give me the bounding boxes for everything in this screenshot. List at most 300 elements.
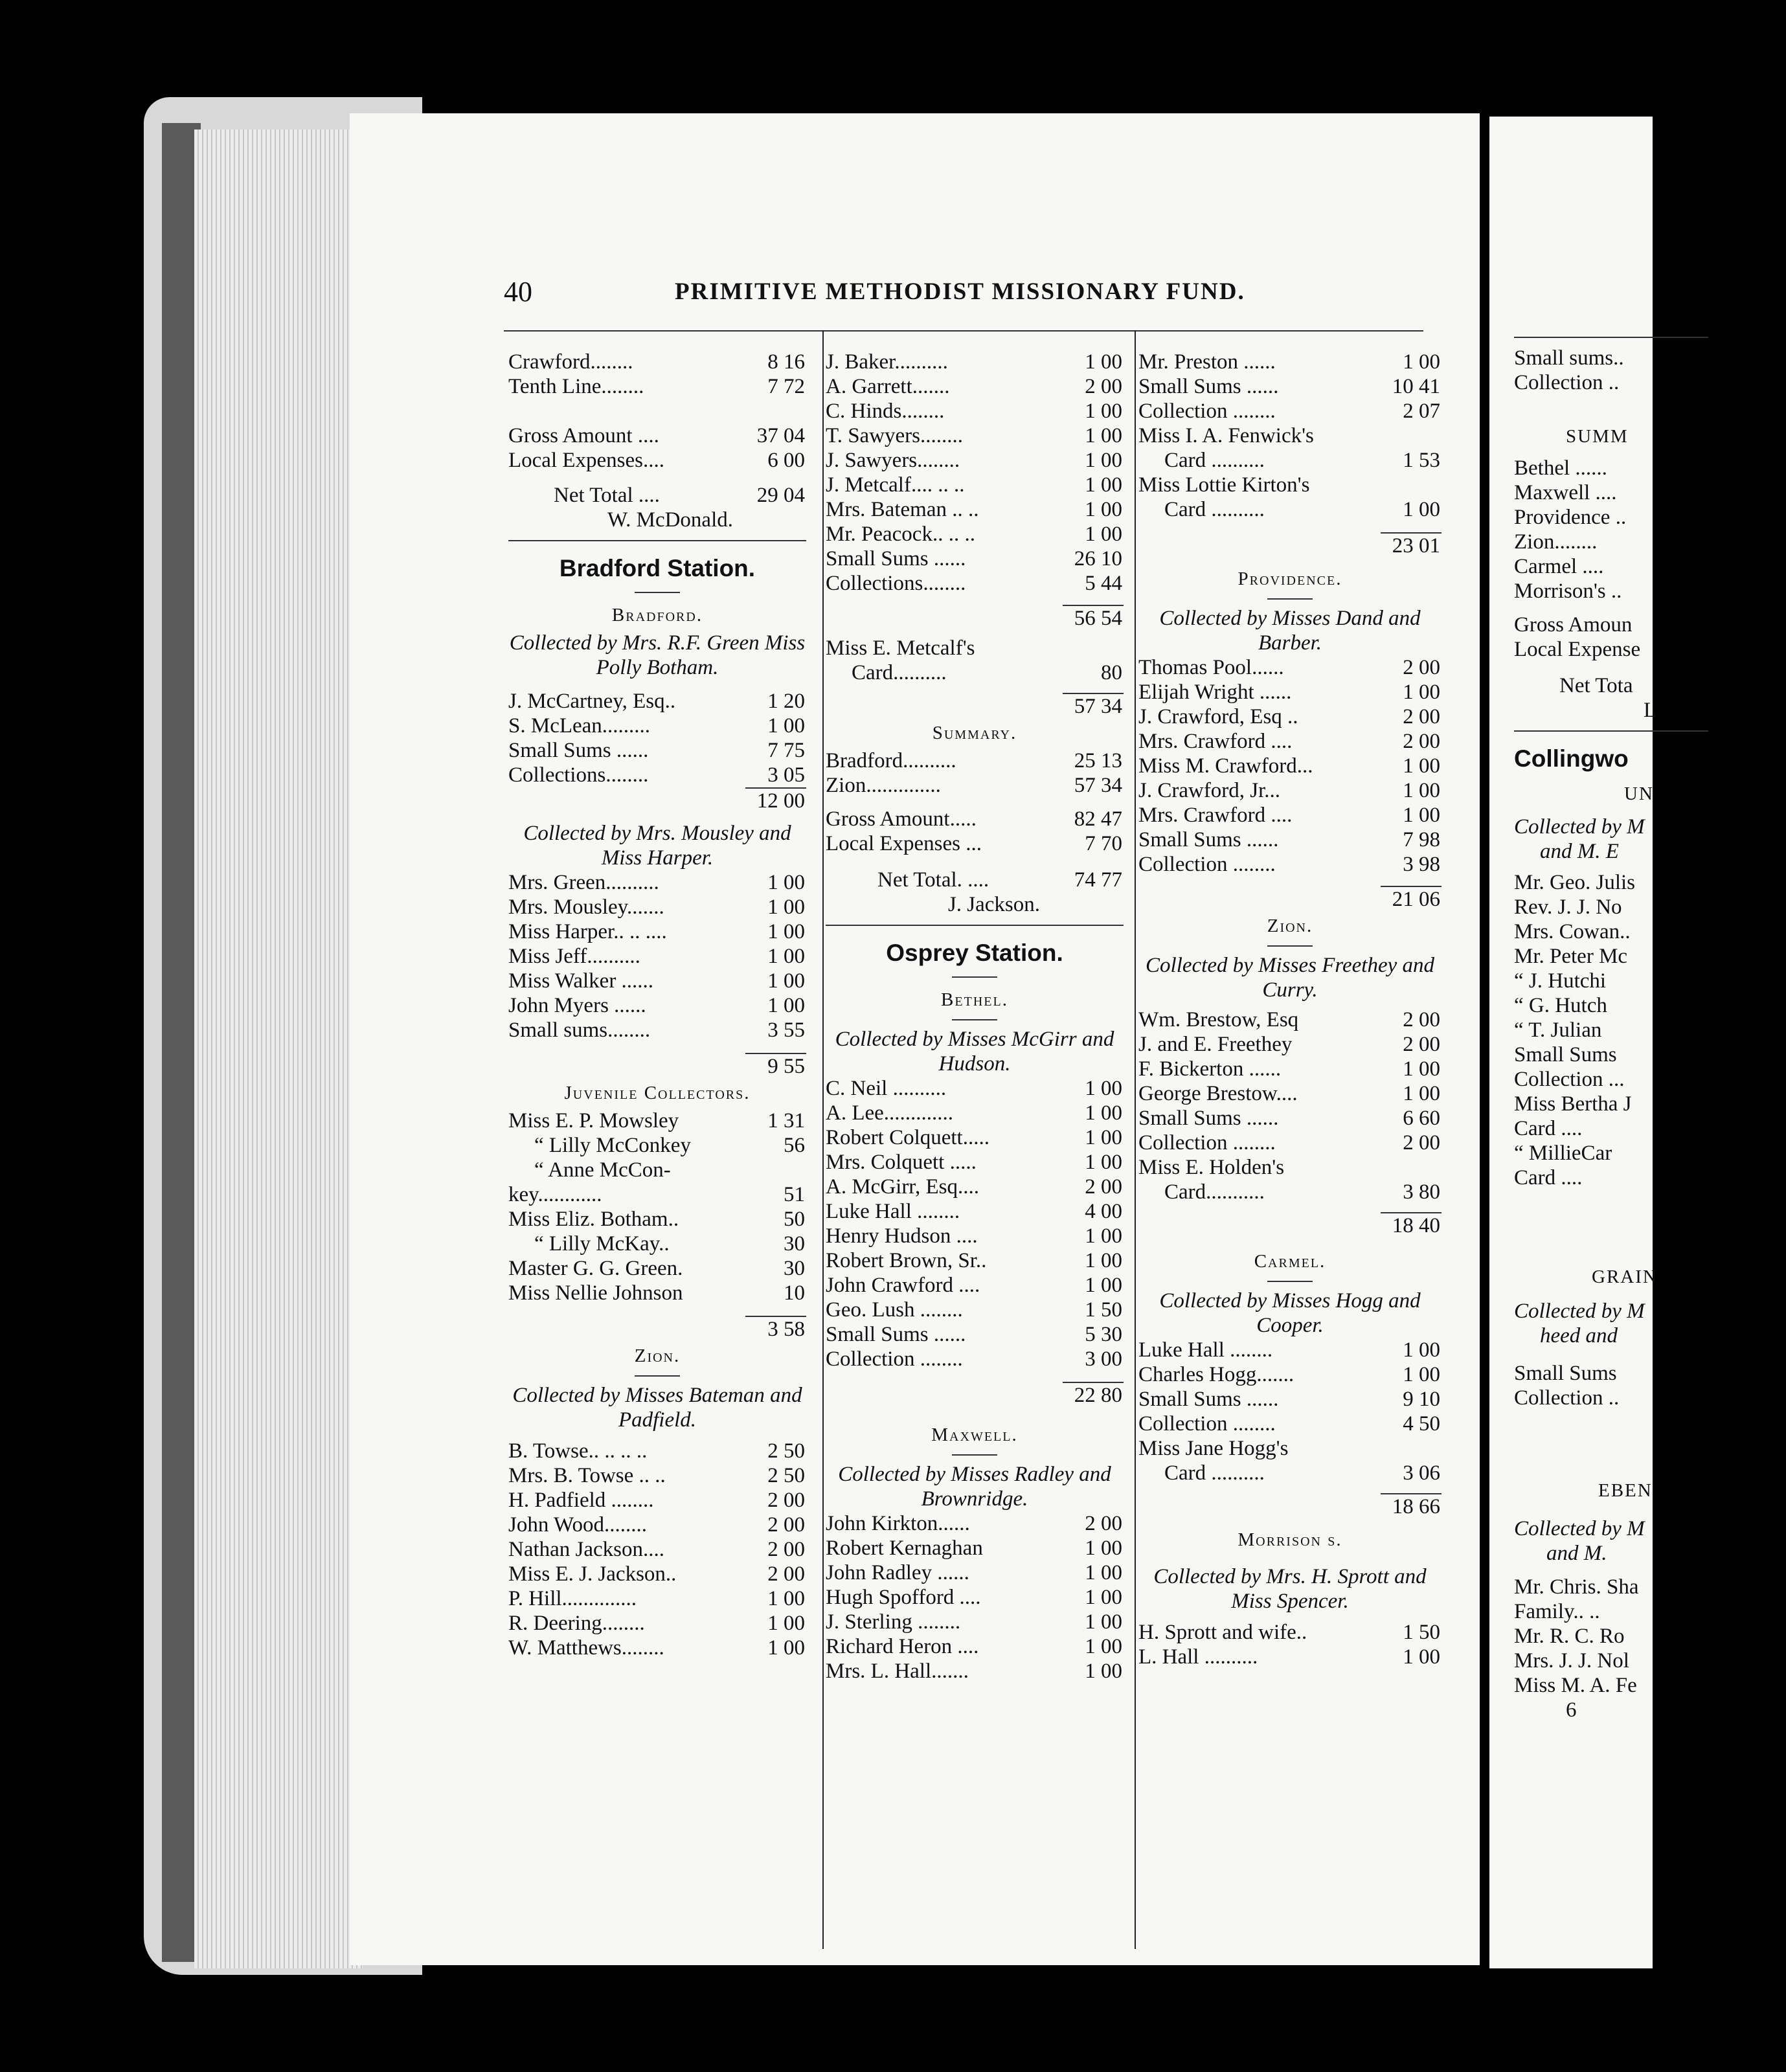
ledger-row-label: Tenth Line........ (508, 375, 644, 398)
ledger-row-label: Collection ........ (1138, 853, 1276, 876)
ledger-row (508, 1182, 806, 1207)
ledger-row-amount: 2 00 (1085, 1175, 1122, 1199)
ledger-row-amount: 2 00 (1403, 1033, 1440, 1056)
ledger-row (508, 1133, 806, 1158)
zion-rows (1138, 1008, 1441, 1204)
ledger-row-label: Collections........ (826, 572, 966, 595)
running-head (504, 275, 1274, 314)
ledger-row-label: J. Sterling ........ (826, 1610, 961, 1634)
ledger-row (826, 749, 1124, 773)
ledger-row-amount: 1 31 (767, 1109, 805, 1132)
collectors-note: Collected by Mrs. H. Sprott and Miss Spencer. (1153, 1565, 1427, 1613)
ledger-row (1138, 704, 1441, 729)
ledger-row-amount: 5 44 (1085, 572, 1122, 595)
ledger-row (1138, 1620, 1441, 1645)
ledger-row-label: John Wood........ (508, 1513, 648, 1537)
ledger-row-label: Miss Nellie Johnson (508, 1281, 683, 1305)
ledger-row (1138, 473, 1441, 497)
ledger-row (508, 1158, 806, 1182)
ledger-row (508, 714, 806, 738)
ledger-row-amount: 1 00 (1085, 1635, 1122, 1658)
ledger-row-amount: 2 50 (767, 1464, 805, 1487)
ledger-row-label: “ T. Julian (1514, 1019, 1602, 1042)
ledger-row-label: Mr. R. C. Ro (1514, 1625, 1625, 1648)
ledger-row-amount: 1 00 (1403, 350, 1440, 374)
ledger-row-label: Mr. Geo. Julis (1514, 871, 1636, 894)
ledger-row-amount: 56 (784, 1134, 805, 1157)
ledger-row (826, 1347, 1124, 1371)
ledger-row-amount: 3 06 (1403, 1461, 1440, 1485)
section-heading: GRAIN (1592, 1267, 1658, 1287)
ledger-row (508, 870, 806, 895)
ledger-row-label: Miss E. P. Mowsley (508, 1109, 679, 1132)
ledger-row-amount: 1 00 (1085, 1249, 1122, 1272)
ledger-row-label: Carmel .... (1514, 555, 1604, 578)
ledger-row-label: Zion.............. (826, 774, 941, 797)
ledger-row-label: Robert Kernaghan (826, 1537, 983, 1560)
ledger-row (1514, 919, 1786, 944)
ledger-row-amount: 1 00 (767, 945, 805, 968)
ledger-row-label: Charles Hogg....... (1138, 1363, 1294, 1386)
ledger-row-label: Thomas Pool...... (1138, 656, 1284, 679)
ledger-row-label: Henry Hudson .... (826, 1224, 978, 1248)
collectors-note: Collected by Misses McGirr and Hudson. (835, 1028, 1114, 1075)
ledger-row-label: Small sums.. (1514, 346, 1624, 370)
ledger-row (1514, 370, 1786, 395)
net-total-row: Net Tota (1559, 674, 1633, 697)
ledger-row-label: Small Sums ...... (826, 1323, 966, 1346)
ledger-row-label: John Radley ...... (826, 1561, 969, 1584)
ledger-row-amount: 2 50 (767, 1439, 805, 1463)
ledger-row (1138, 497, 1441, 522)
ledger-row (508, 763, 806, 787)
ledger-row (508, 1232, 806, 1256)
ledger-row-amount: 30 (784, 1257, 805, 1280)
ledger-row-amount: 10 41 (1392, 375, 1440, 398)
collectors-note: Collected by M (1514, 1300, 1645, 1323)
ledger-row-amount: 3 80 (1403, 1180, 1440, 1204)
subtotal-row: 12 00 (508, 787, 806, 812)
section-rule (826, 925, 1124, 926)
page-number: 40 (504, 276, 532, 308)
ledger-row (508, 689, 806, 714)
ledger-row-label: “ Lilly McKay.. (534, 1232, 670, 1256)
ledger-row (1514, 1141, 1786, 1166)
ledger-row-amount: 1 00 (1403, 1057, 1440, 1081)
col2-top-rows (826, 350, 1124, 596)
collectors-note: and M. E (1540, 840, 1619, 863)
ledger-row-label: Richard Heron .... (826, 1635, 979, 1658)
ledger-row (1514, 1599, 1786, 1624)
ledger-row-amount: 4 50 (1403, 1412, 1440, 1436)
ledger-row-label: Mrs. Crawford .... (1138, 804, 1293, 827)
collectors-note: Collected by Misses Dand and Barber. (1159, 607, 1421, 655)
book-page-stack (194, 130, 363, 1968)
ledger-row-amount: 30 (784, 1232, 805, 1256)
ledger-row-label: Mrs. Cowan.. (1514, 920, 1631, 943)
ledger-row (508, 1207, 806, 1232)
ledger-row (1514, 456, 1786, 480)
ledger-row-amount: 1 00 (1403, 1645, 1440, 1669)
section-heading: EBEN (1598, 1480, 1653, 1501)
ledger-row-label: Providence .. (1514, 506, 1627, 529)
ledger-row (826, 1101, 1124, 1125)
collectors-note: heed and (1540, 1324, 1618, 1347)
ledger-row-amount: 1 00 (1403, 1363, 1440, 1386)
ledger-row (826, 1076, 1124, 1101)
section-heading: Zion. (634, 1346, 681, 1366)
ledger-row-amount: 1 00 (1085, 523, 1122, 546)
ledger-row (1138, 1106, 1441, 1131)
ledger-row-label: Mrs. L. Hall....... (826, 1660, 969, 1683)
ledger-row (1514, 1092, 1786, 1116)
bethel-rows (826, 1076, 1124, 1371)
ledger-row-label: Miss Eliz. Botham.. (508, 1208, 679, 1231)
ledger-row (508, 1611, 806, 1636)
ledger-row (508, 1439, 806, 1463)
zion-rows (508, 1439, 806, 1660)
ledger-row-label: R. Deering........ (508, 1612, 645, 1635)
header-rule (1514, 337, 1708, 338)
section-heading: Summary. (932, 723, 1017, 743)
collectors-note: Collected by Misses Radley and Brownridge. (838, 1463, 1111, 1511)
local-expenses-row: Local Expenses ... 7 70 (826, 832, 1122, 855)
signature: W. McDonald. (607, 508, 733, 532)
subtotal-row: 3 58 (508, 1316, 806, 1340)
ledger-row-amount: 1 00 (767, 994, 805, 1017)
ledger-row (1514, 993, 1786, 1018)
ledger-row-amount: 1 00 (1085, 1610, 1122, 1634)
ledger-row-label: Miss E. Holden's (1138, 1156, 1285, 1179)
ledger-row-label: Collection .. (1514, 1386, 1620, 1410)
ledger-row-label: Luke Hall ........ (1138, 1338, 1273, 1362)
ledger-row (1138, 448, 1441, 473)
collectors-note: Collected by Mrs. R.F. Green Miss Polly Botham. (509, 631, 806, 679)
ledger-row (508, 1256, 806, 1281)
ledger-row-label: Nathan Jackson.... (508, 1538, 665, 1561)
ledger-row (1514, 1575, 1786, 1599)
ledger-row-label: George Brestow.... (1138, 1082, 1298, 1105)
ledger-row (826, 1150, 1124, 1175)
ledger-row-label: Small Sums ...... (1138, 1388, 1279, 1411)
ledger-row (826, 1659, 1124, 1684)
ledger-row-amount: 1 00 (1085, 1537, 1122, 1560)
collectors-note: Collected by M (1514, 815, 1645, 839)
ledger-row-label: Rev. J. J. No (1514, 895, 1622, 919)
ledger-row-label: Master G. G. Green. (508, 1257, 683, 1280)
p2-mid-rows (1514, 870, 1786, 1190)
ledger-row (1138, 1338, 1441, 1362)
ledger-row (508, 350, 806, 374)
ledger-row-amount: 2 00 (1403, 730, 1440, 753)
gross-amount-row: Gross Amoun (1514, 613, 1633, 636)
ledger-row-label: Collection ........ (826, 1347, 963, 1371)
ledger-row-amount: 3 00 (1085, 1347, 1122, 1371)
ledger-row-label: Small Sums ...... (1138, 828, 1279, 851)
ledger-row-label: Miss I. A. Fenwick's (1138, 424, 1314, 447)
ledger-row-label: Mr. Peacock.. .. .. (826, 523, 975, 546)
ledger-row (1514, 1042, 1786, 1067)
ledger-row (826, 473, 1124, 497)
ledger-row (508, 1537, 806, 1562)
ledger-row (508, 895, 806, 919)
ledger-row-label: Miss M. Crawford... (1138, 754, 1313, 778)
ledger-row (826, 399, 1124, 423)
ledger-row (1514, 579, 1786, 603)
ledger-row-label: P. Hill.............. (508, 1587, 637, 1610)
ledger-row-label: Card .... (1514, 1117, 1583, 1140)
ledger-row-label: A. Garrett....... (826, 375, 950, 398)
ledger-row (826, 1634, 1124, 1659)
ledger-row-label: Small Sums ...... (508, 739, 649, 762)
ledger-row (826, 1610, 1124, 1634)
subtotal-row: 18 40 (1138, 1212, 1441, 1237)
ledger-row (1514, 505, 1786, 530)
ledger-row-amount: 1 00 (1085, 1151, 1122, 1174)
ledger-row-label: Miss E. J. Jackson.. (508, 1562, 677, 1586)
ledger-row (508, 1562, 806, 1586)
ledger-row-label: Small sums........ (508, 1019, 651, 1042)
ledger-row (1138, 1180, 1441, 1204)
ledger-row-amount: 1 00 (1085, 1561, 1122, 1584)
ledger-row-label: J. McCartney, Esq.. (508, 690, 676, 713)
ledger-row (508, 1513, 806, 1537)
collectors-note: Collected by M (1514, 1517, 1645, 1540)
ledger-row-amount: 1 00 (1085, 1586, 1122, 1609)
ledger-row (826, 1224, 1124, 1248)
ledger-row-label: Small Sums ...... (1138, 1107, 1279, 1130)
ledger-row (1514, 480, 1786, 505)
ledger-row (1138, 1362, 1441, 1387)
ledger-row (1138, 778, 1441, 803)
ledger-row-amount: 1 00 (1085, 473, 1122, 497)
collectors-note: Collected by Misses Freethey and Curry. (1146, 954, 1434, 1002)
ledger-row-amount: 1 00 (1403, 804, 1440, 827)
ledger-row (1138, 1436, 1441, 1461)
local-expenses-row: Local Expense (1514, 638, 1641, 661)
ledger-row-label: Robert Colquett..... (826, 1126, 989, 1149)
ledger-row-label: Collections........ (508, 763, 649, 787)
ledger-row-label: Morrison's .. (1514, 580, 1622, 603)
ledger-row-label: Collection .. (1514, 371, 1620, 394)
ledger-row (1138, 655, 1441, 680)
ledger-row-label: Small Sums (1514, 1362, 1617, 1385)
ledger-row-amount: 1 50 (1403, 1621, 1440, 1644)
subtotal-row: 22 80 (826, 1382, 1124, 1406)
ledger-row-label: “ Lilly McConkey (534, 1134, 691, 1157)
ledger-row (1138, 1032, 1441, 1057)
ledger-row-label: Bradford.......... (826, 749, 956, 772)
subtotal-row: 23 01 (1138, 532, 1441, 557)
column-1 (508, 350, 806, 1660)
ledger-row (508, 969, 806, 993)
ledger-row-label: J. Sawyers........ (826, 449, 960, 472)
ledger-row-amount: 1 00 (1085, 1274, 1122, 1297)
section-heading: Bethel. (941, 989, 1008, 1010)
mousley-rows (508, 870, 806, 1042)
page-title: PRIMITIVE METHODIST MISSIONARY FUND. (675, 278, 1245, 305)
ledger-row (826, 1248, 1124, 1273)
ledger-row-amount: 26 10 (1074, 547, 1122, 570)
ledger-row-label: Family.. .. (1514, 1600, 1600, 1623)
ledger-row (1138, 1131, 1441, 1155)
ledger-row (1514, 1116, 1786, 1141)
ledger-row-label: Bethel ...... (1514, 456, 1607, 480)
section-heading: Bradford. (611, 605, 703, 625)
ledger-row-amount: 1 00 (1085, 1224, 1122, 1248)
ledger-row (508, 1636, 806, 1660)
station-title: Osprey Station. (886, 940, 1063, 966)
ledger-row (1514, 554, 1786, 579)
ledger-row-label: J. Baker.......... (826, 350, 948, 374)
ledger-row-label: Card........... (1164, 1180, 1265, 1204)
ledger-row (826, 1322, 1124, 1347)
ledger-row-label: Mrs. B. Towse .. .. (508, 1464, 666, 1487)
ledger-row (826, 1560, 1124, 1585)
ledger-row-amount: 1 00 (767, 1612, 805, 1635)
ledger-row-amount: 7 75 (767, 739, 805, 762)
ledger-row (1138, 374, 1441, 399)
carmel-rows (1138, 1338, 1441, 1485)
ledger-row (1514, 1649, 1786, 1673)
ledger-row (508, 1018, 806, 1042)
card-row: Miss E. Metcalf's (826, 636, 975, 660)
ledger-row (826, 773, 1124, 798)
ledger-row (826, 374, 1124, 399)
ledger-row-label: J. and E. Freethey (1138, 1033, 1293, 1056)
ledger-row-label: W. Matthews........ (508, 1636, 664, 1660)
ledger-row (1138, 1081, 1441, 1106)
ledger-row-amount: 57 34 (1074, 774, 1122, 797)
ledger-row-label: Mr. Preston ...... (1138, 350, 1276, 374)
ledger-row-label: Mrs. Crawford .... (1138, 730, 1293, 753)
ledger-row-amount: 8 16 (767, 350, 805, 374)
ledger-row (508, 1586, 806, 1611)
station-title: Bradford Station. (559, 555, 756, 581)
ledger-row-label: Card .......... (1164, 498, 1265, 521)
ledger-row-amount: 1 00 (1403, 498, 1440, 521)
ledger-row-amount: 1 20 (767, 690, 805, 713)
ledger-row-label: Card .......... (1164, 449, 1265, 472)
ledger-row (826, 1125, 1124, 1150)
ledger-row-label: John Crawford .... (826, 1274, 980, 1297)
column-divider (822, 330, 824, 1949)
ledger-row (826, 448, 1124, 473)
ledger-row (826, 1273, 1124, 1298)
ledger-row (1514, 1673, 1786, 1698)
net-total-row: Net Total .... 29 04 (554, 484, 805, 507)
ledger-row-amount: 5 30 (1085, 1323, 1122, 1346)
ledger-row (1138, 423, 1441, 448)
ledger-row-label: Miss Jeff.......... (508, 945, 640, 968)
ledger-row (826, 571, 1124, 596)
ledger-row-amount: 1 00 (767, 969, 805, 993)
ledger-row-label: Collection ........ (1138, 1131, 1276, 1154)
ledger-row-amount: 3 05 (767, 763, 805, 787)
ledger-row (508, 1488, 806, 1513)
ledger-row (1138, 1461, 1441, 1485)
ledger-row-label: Mrs. J. J. Nol (1514, 1649, 1629, 1672)
ledger-row (1138, 1645, 1441, 1669)
ledger-row-amount: 1 00 (1085, 424, 1122, 447)
ledger-row-label: Robert Brown, Sr.. (826, 1249, 987, 1272)
ledger-row-label: Small Sums (1514, 1043, 1617, 1066)
ledger-row-amount: 1 00 (1085, 1126, 1122, 1149)
ledger-row (1514, 1018, 1786, 1042)
ledger-row-label: “ J. Hutchi (1514, 969, 1607, 993)
ledger-row-amount: 2 00 (1403, 656, 1440, 679)
ledger-row-amount: 1 00 (767, 871, 805, 894)
ledger-row-amount: 1 00 (1085, 400, 1122, 423)
ledger-row (1138, 729, 1441, 754)
collectors-note: and M. (1546, 1542, 1607, 1565)
ledger-row-label: T. Sawyers........ (826, 424, 964, 447)
ledger-row-label: Card .... (1514, 1166, 1583, 1189)
ledger-row-amount: 51 (784, 1183, 805, 1206)
section-heading: SUMM (1566, 426, 1629, 447)
p2-top-rows (1514, 346, 1786, 395)
ledger-row-label: Miss Harper.. .. .... (508, 920, 667, 943)
ledger-row (1514, 1361, 1786, 1386)
ledger-row-amount: 1 00 (1085, 350, 1122, 374)
local-expenses-row: Local Expenses.... 6 00 (508, 449, 805, 472)
ledger-row (1138, 1155, 1441, 1180)
ledger-row-label: “ G. Hutch (1514, 994, 1607, 1017)
morrisons-rows (1138, 1620, 1441, 1669)
ledger-row-label: J. Crawford, Esq .. (1138, 705, 1298, 728)
subtotal-row: 18 66 (1138, 1493, 1441, 1518)
ledger-row-amount: 1 00 (767, 1636, 805, 1660)
ledger-row-label: Miss Jane Hogg's (1138, 1437, 1289, 1460)
ledger-row-amount: 1 50 (1085, 1298, 1122, 1322)
ledger-row-label: Mrs. Green.......... (508, 871, 659, 894)
ledger-row-label: key............ (508, 1183, 602, 1206)
ledger-row (1138, 350, 1441, 374)
ledger-row-label: Hugh Spofford .... (826, 1586, 981, 1609)
ledger-row (826, 497, 1124, 522)
ledger-row-label: B. Towse.. .. .. .. (508, 1439, 648, 1463)
ledger-row-amount: 3 98 (1403, 853, 1440, 876)
ledger-row (1514, 1067, 1786, 1092)
ledger-row-amount: 1 00 (1085, 1077, 1122, 1100)
ledger-row-amount: 2 00 (1085, 375, 1122, 398)
ledger-row-label: F. Bickerton ...... (1138, 1057, 1282, 1081)
col3-top-rows (1138, 350, 1441, 522)
collectors-note: Collected by Mrs. Mousley and Miss Harper. (523, 822, 791, 870)
ledger-row-label: Mr. Chris. Sha (1514, 1575, 1639, 1599)
bradford-rows (508, 689, 806, 787)
ledger-row-amount: 2 00 (767, 1513, 805, 1537)
ledger-row-amount: 2 00 (1403, 1131, 1440, 1154)
ledger-row-amount: 1 00 (1403, 754, 1440, 778)
ledger-row (508, 374, 806, 399)
ledger-row-amount: 1 00 (1403, 681, 1440, 704)
ledger-row (826, 350, 1124, 374)
ledger-row-amount: 1 00 (1403, 779, 1440, 802)
ledger-row (1514, 1386, 1786, 1410)
ledger-row-amount: 1 00 (1085, 1660, 1122, 1683)
ledger-row-label: John Kirkton...... (826, 1512, 970, 1535)
ledger-row-label: Small Sums ...... (826, 547, 966, 570)
ledger-row-amount: 3 55 (767, 1019, 805, 1042)
ledger-row-amount: 7 98 (1403, 828, 1440, 851)
ledger-row-label: Mrs. Colquett ..... (826, 1151, 977, 1174)
ledger-row-amount: 2 00 (1403, 705, 1440, 728)
ledger-row-amount: 2 00 (1085, 1512, 1122, 1535)
ledger-row (826, 1298, 1124, 1322)
ledger-row-label: A. Lee............. (826, 1101, 954, 1125)
header-rule (504, 330, 1423, 332)
